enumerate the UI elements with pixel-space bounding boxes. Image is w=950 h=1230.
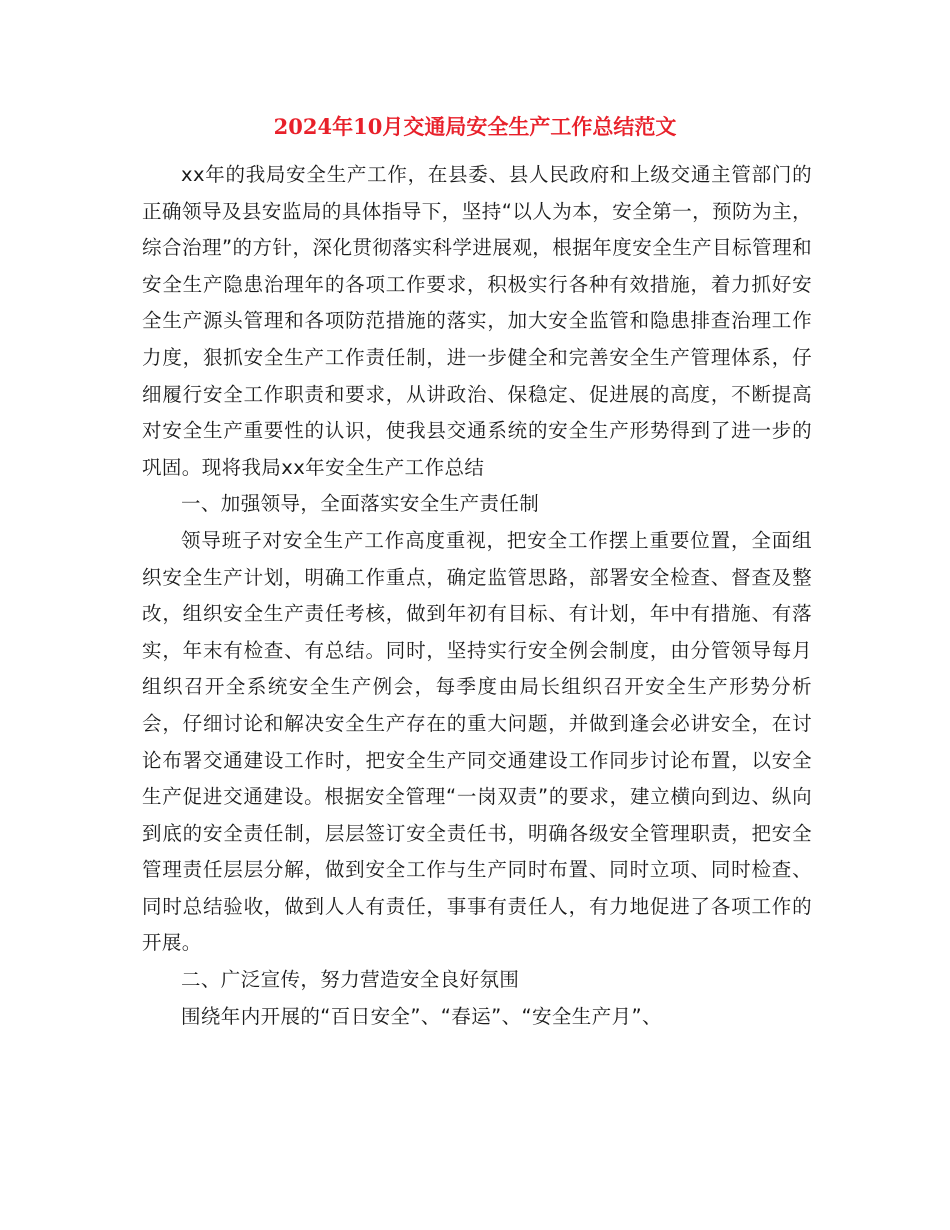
- paragraph-section-1: 领导班子对安全生产工作高度重视，把安全工作摆上重要位置，全面组织安全生产计划，明确工作重点，确定监管思路，部署安全检查、督查及整改，组织安全生产责任考核，做到年初有目标、有计划，年中有措施、有落实，年末有检查、有总结。同时，坚持实行安全例会制度，由分管领导每月组织召开全系统安全生产例会，每季度由局长组织召开安全生产形势分析会，仔细讨论和解决安全生产存在的重大问题，并做到逢会必讲安全，在讨论布署交通建设工作时，把安全生产同交通建设工作同步讨论布置，以安全生产促进交通建设。根据安全管理“一岗双责”的要求，建立横向到边、纵向到底的安全责任制，层层签订安全责任书，明确各级安全管理职责，把安全管理责任层层分解，做到安全工作与生产同时布置、同时立项、同时检查、同时总结验收，做到人人有责任，事事有责任人，有力地促进了各项工作的开展。: [142, 528, 812, 955]
- document-title: 2024年10月交通局安全生产工作总结范文: [273, 114, 677, 139]
- section-heading-2: 二、广泛宣传，努力营造安全良好氛围: [181, 968, 520, 992]
- paragraph-intro: xx年的我局安全生产工作，在县委、县人民政府和上级交通主管部门的正确领导及县安监局的具体指导下，坚持“以人为本，安全第一，预防为主，综合治理”的方针，深化贯彻落实科学进展观，根据年度安全生产目标管理和安全生产隐患治理年的各项工作要求，积极实行各种有效措施，着力抓好安全生产源头管理和各项防范措施的落实，加大安全监管和隐患排查治理工作力度，狠抓安全生产工作责任制，进一步健全和完善安全生产管理体系，仔细履行安全工作职责和要求，从讲政治、保稳定、促进展的高度，不断提高对安全生产重要性的认识，使我县交通系统的安全生产形势得到了进一步的巩固。现将我局xx年安全生产工作总结: [142, 163, 812, 479]
- section-heading-1: 一、加强领导，全面落实安全生产责任制: [181, 492, 540, 516]
- document-body: [142, 157, 812, 1035]
- paragraph-section-2: 围绕年内开展的“百日安全”、“春运”、“安全生产月”、: [181, 1004, 662, 1028]
